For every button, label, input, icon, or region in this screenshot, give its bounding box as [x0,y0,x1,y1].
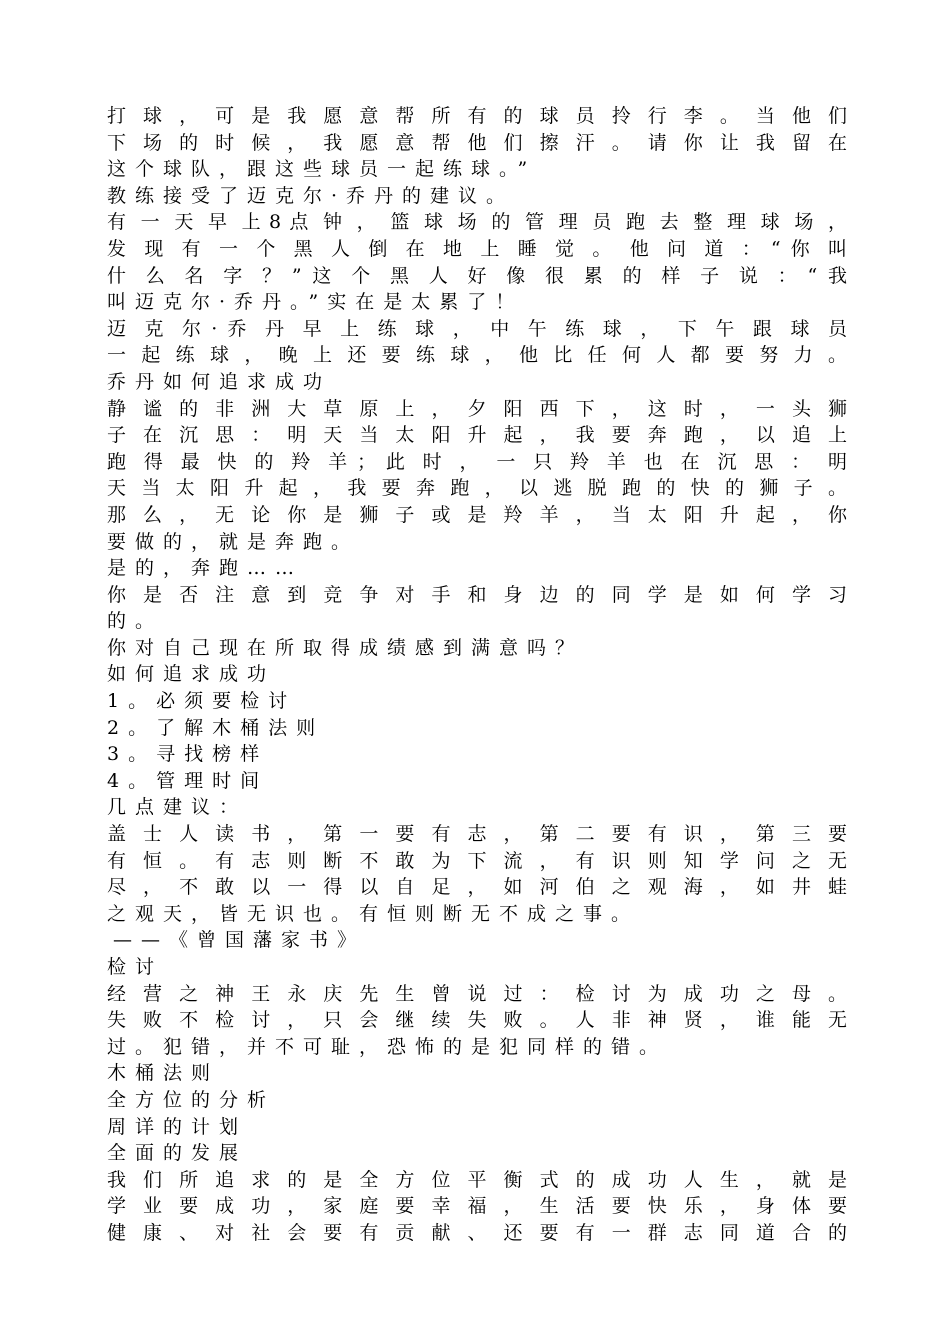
document-body [107,103,847,1247]
text-line: 教练接受了迈克尔·乔丹的建议。 [107,184,515,207]
text-line: 我 们 所 追 求 的 是 全 方 位 平 衡 式 的 成 功 人 生 ， 就 是 [107,1168,847,1191]
quote-line: 盖 士 人 读 书 ， 第 一 要 有 志 ， 第 二 要 有 识 ， 第 三 要 [107,823,847,846]
section-heading: 如何追求成功 [107,663,276,686]
text-line: 跑 得 最 快 的 羚 羊 ； 此 时 ， 一 只 羚 羊 也 在 沉 思 ： 明 [107,450,847,473]
section-heading: 检讨 [107,956,164,978]
quote-line: 之观天，皆无识也。有恒则断无不成之事。 [107,902,640,925]
text-line: 周详的计划 [107,1115,248,1138]
list-item: 3。寻找榜样 [107,743,269,766]
list-item: 2。了解木桶法则 [107,716,325,739]
text-line: 什 么 名 字 ？ ” 这 个 黑 人 好 像 很 累 的 样 子 说 ： “ 我 [107,264,847,287]
text-line: 一 起 练 球 ， 晚 上 还 要 练 球 ， 他 比 任 何 人 都 要 努 力 。 [107,344,847,367]
text-line: 学 业 要 成 功 ， 家 庭 要 幸 福 ， 生 活 要 快 乐 ， 身 体 要 [107,1195,847,1218]
text-line: 全方位的分析 [107,1088,276,1111]
text-line: 有 一 天 早 上 8 点 钟 ， 篮 球 场 的 管 理 员 跑 去 整 理 球 场 ， [107,211,847,234]
text-line: 叫迈克尔·乔丹。”实在是太累了！ [107,291,524,314]
text-line: 健 康 、 对 社 会 要 有 贡 献 、 还 要 有 一 群 志 同 道 合 的 [107,1221,847,1244]
section-heading: 乔丹如何追求成功 [107,370,332,393]
text-line: 全面的发展 [107,1142,248,1165]
text-line: 你对自己现在所取得成绩感到满意吗？ [107,636,584,659]
text-line: 要做的，就是奔跑。 [107,530,360,553]
section-heading: 木桶法则 [107,1062,220,1085]
text-line: 迈 克 尔 · 乔 丹 早 上 练 球 ， 中 午 练 球 ， 下 午 跟 球 员 [107,317,847,340]
list-item: 1。必须要检讨 [107,690,297,713]
text-line: 的。 [107,610,164,633]
quote-line: 尽 ， 不 敢 以 一 得 以 自 足 ， 如 河 伯 之 观 海 ， 如 井 蛙 [107,876,847,899]
list-item: 4。管理时间 [107,769,269,792]
text-line: 你 是 否 注 意 到 竞 争 对 手 和 身 边 的 同 学 是 如 何 学 习 [107,583,847,606]
text-line: 天 当 太 阳 升 起 ， 我 要 奔 跑 ， 以 逃 脱 跑 的 快 的 狮 子 。 [107,477,847,500]
text-line: 静 谧 的 非 洲 大 草 原 上 ， 夕 阳 西 下 ， 这 时 ， 一 头 狮 [107,397,847,420]
text-line: 那 么 ， 无 论 你 是 狮 子 或 是 羚 羊 ， 当 太 阳 升 起 ， 你 [107,503,847,526]
text-line: 子 在 沉 思 ： 明 天 当 太 阳 升 起 ， 我 要 奔 跑 ， 以 追 上 [107,424,847,447]
text-line: 这个球队，跟这些球员一起练球。” [107,158,537,181]
text-line: 失 败 不 检 讨 ， 只 会 继 续 失 败 。 人 非 神 贤 ， 谁 能 无 [107,1009,847,1032]
text-line: 是的，奔跑…… [107,557,304,580]
quote-line: 有 恒 。 有 志 则 断 不 敢 为 下 流 ， 有 识 则 知 学 问 之 无 [107,849,847,872]
quote-attribution: ——《曾国藩家书》 [113,929,366,952]
text-line: 发 现 有 一 个 黑 人 倒 在 地 上 睡 觉 。 他 问 道 ： “ 你 叫 [107,237,847,260]
section-heading: 几点建议： [107,796,248,819]
text-line: 过。犯错，并不可耻，恐怖的是犯同样的错。 [107,1035,668,1058]
text-line: 经 营 之 神 王 永 庆 先 生 曾 说 过 ： 检 讨 为 成 功 之 母 。 [107,982,847,1005]
text-line: 打 球 ， 可 是 我 愿 意 帮 所 有 的 球 员 拎 行 李 。 当 他 们 [107,105,847,127]
text-line: 下 场 的 时 候 ， 我 愿 意 帮 他 们 擦 汗 。 请 你 让 我 留 在 [107,131,847,154]
